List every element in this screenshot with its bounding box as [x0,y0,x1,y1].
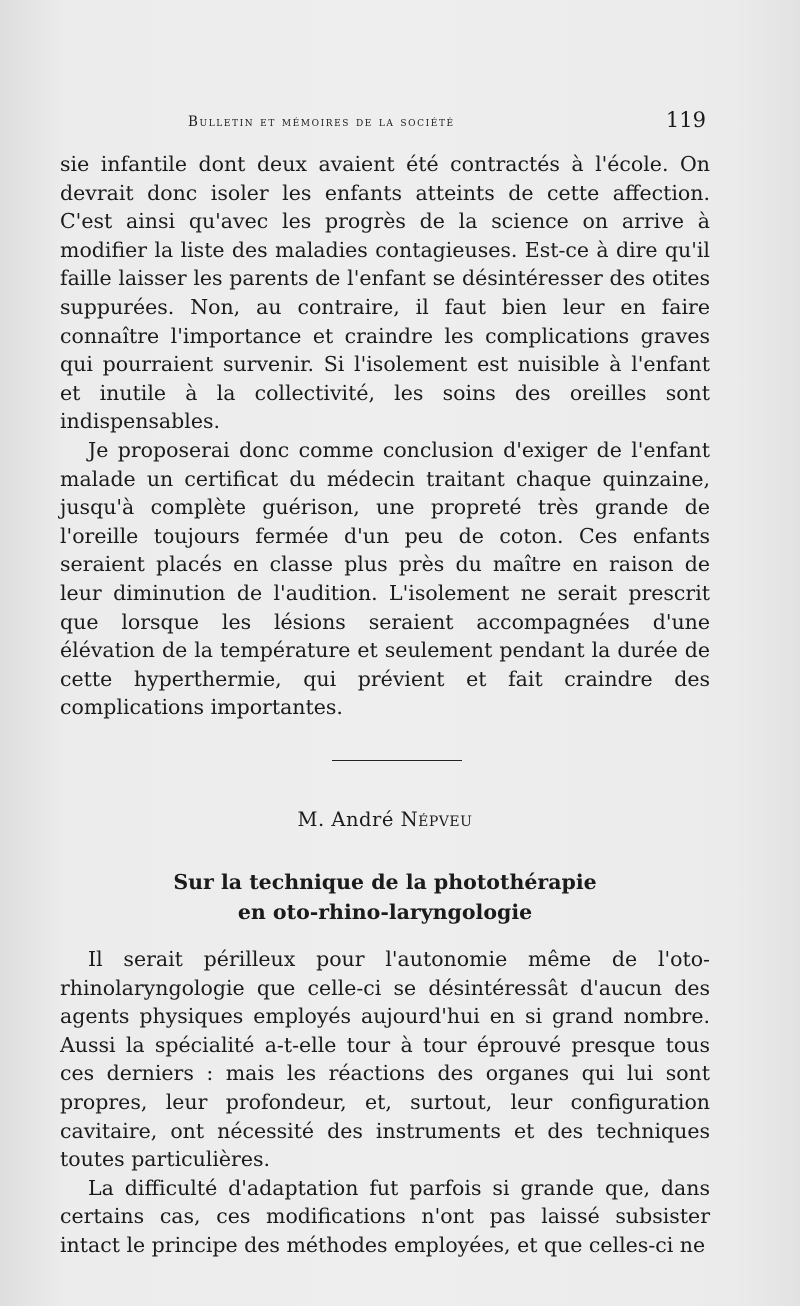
article-title-line: en oto-rhino-laryngologie [237,900,533,924]
page-header [60,108,710,138]
paragraph: Je proposerai donc comme conclusion d'exiger de l'enfant malade un certificat du médecin traitant chaque quinzaine, jusqu'à complète guérison, une propreté très grande de l'oreille toujours fermée d'un peu de coton. Ces enfants seraient placés en classe plus près du maître en raison de leur diminution de l'audition. L'isolement ne serait prescrit que lorsque les lésions seraient accompagnées d'une élévation de la température et seulement pendant la durée de cette hyperthermie, qui prévient et fait craindre des complications importantes. [60,437,710,720]
section-divider [332,760,462,761]
page-number: 119 [665,108,706,132]
running-title: Bulletin et mémoires de la société [188,114,455,130]
previous-article-text [60,150,710,722]
paragraph: sie infantile dont deux avaient été contractés à l'école. On devrait donc isoler les enfants atteints de cette affection. C'est ainsi qu'avec les progrès de la science on arrive à modifier la liste des maladies contagieuses. Est-ce à dire qu'il faille laisser les parents de l'enfant se désintéresser des otites suppurées. Non, au contraire, il faut bien leur en faire connaître l'importance et craindre les complications graves qui pourraient survenir. Si l'isolement est nuisible à l'enfant et inutile à la collectivité, les soins des oreilles sont indispensables. [60,152,710,434]
author-surname: Népveu [400,808,473,831]
article-text [60,945,710,1260]
article-author [60,808,710,831]
article-title [60,867,710,927]
author-name: M. André [297,808,401,831]
paragraph: Il serait périlleux pour l'autonomie même de l'oto-rhinolaryngologie que celle-ci se désintéressât d'aucun des agents physiques employés aujourd'hui en si grand nombre. Aussi la spécialité a-t-elle tour à tour éprouvé presque tous ces derniers : mais les réactions des organes qui lui sont propres, leur profondeur, et, surtout, leur configuration cavitaire, ont nécessité des instruments et des techniques toutes particulières. [60,947,710,1172]
paragraph: La difficulté d'adaptation fut parfois si grande que, dans certains cas, ces modifications n'ont pas laissé subsister intact le principe des méthodes employées, et que celles-ci ne [60,1175,710,1257]
article-title-line: Sur la technique de la photothérapie [173,870,597,894]
